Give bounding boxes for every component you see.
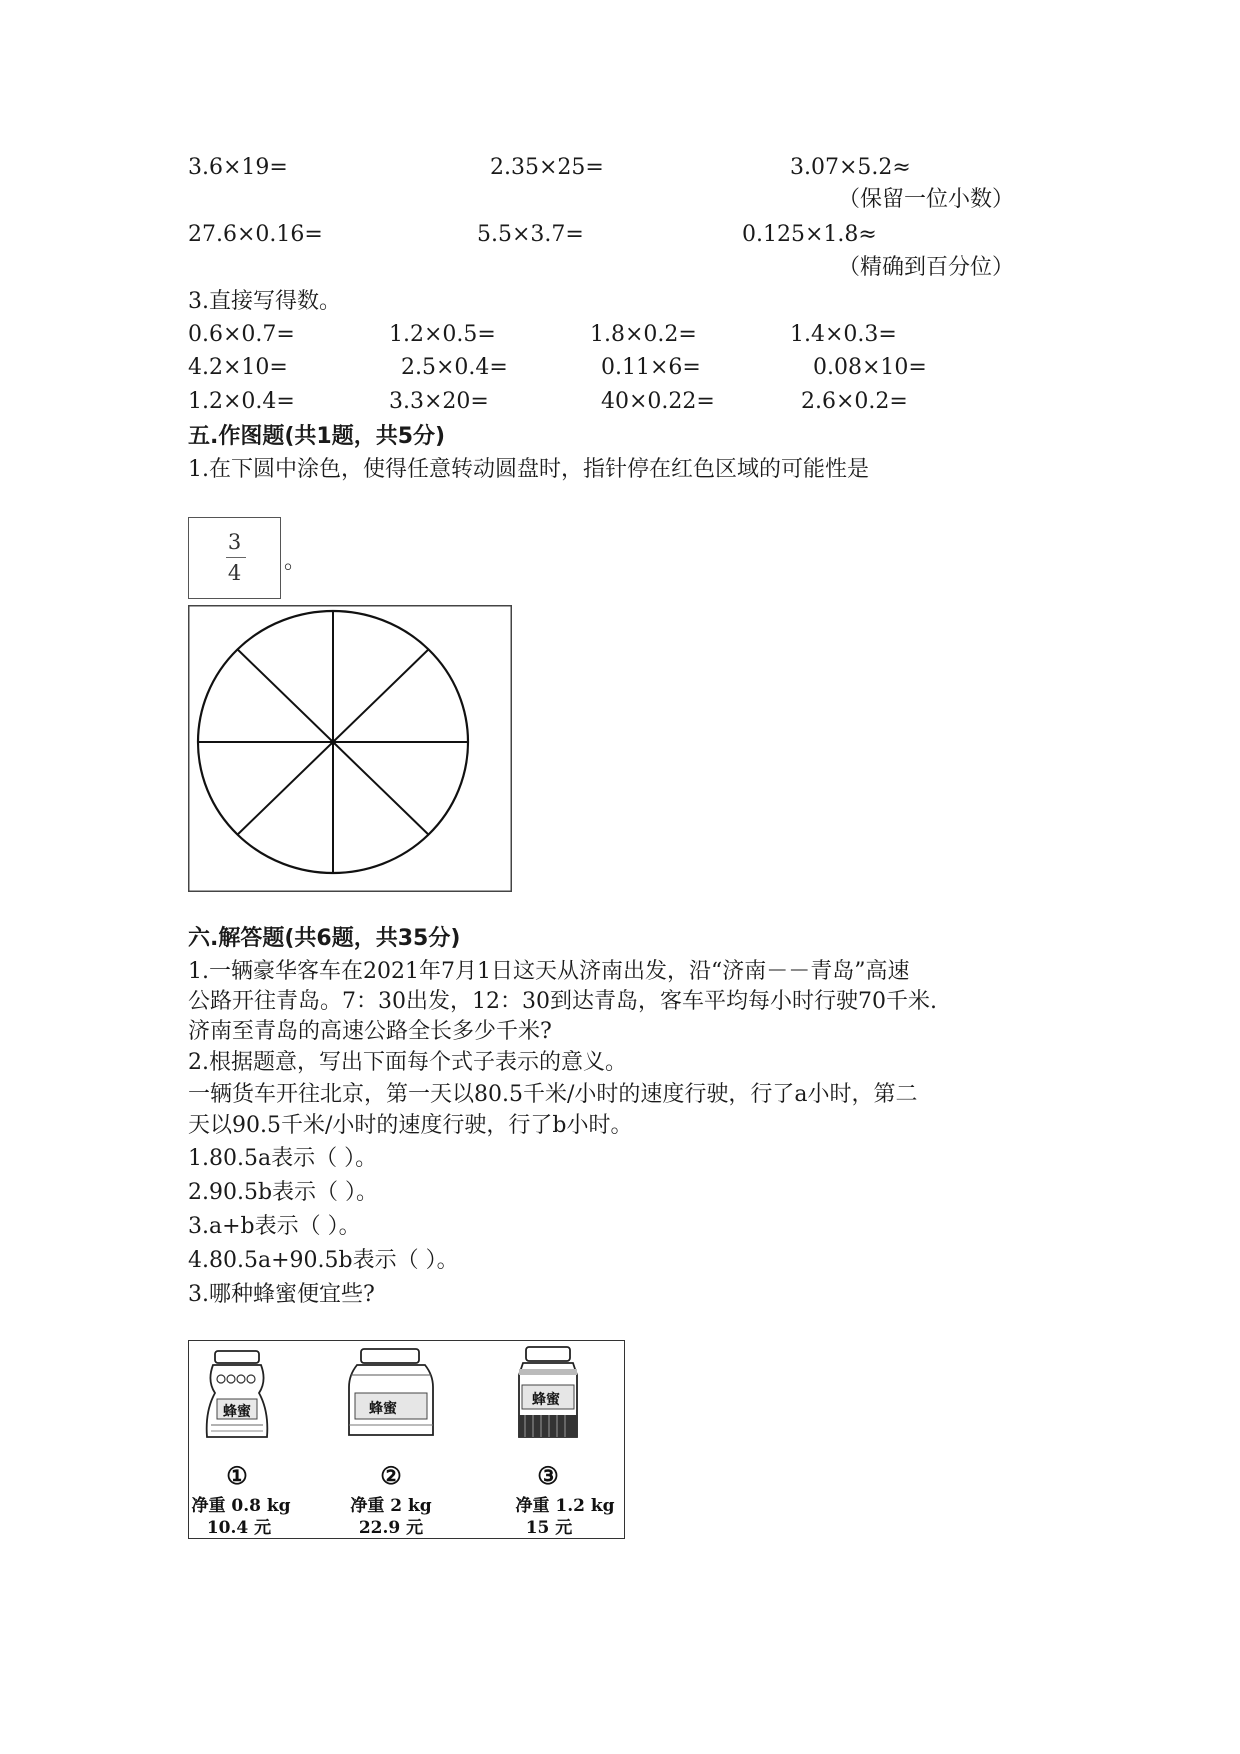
- problem-line: 1.80.5a表示（ ）。: [188, 1146, 378, 1171]
- honey-jar-icon: [349, 1349, 433, 1435]
- option-number: ①: [226, 1461, 248, 1490]
- jar-label: 蜂蜜: [223, 1404, 251, 1420]
- calc-item: 1.4×0.3=: [790, 322, 897, 347]
- fraction-box: [188, 517, 281, 599]
- calc-item: 3.07×5.2≈: [790, 155, 911, 180]
- calc-item: 1.2×0.4=: [188, 389, 295, 414]
- problem-line: 3.哪种蜂蜜便宜些?: [188, 1282, 375, 1307]
- fraction-bar: [226, 557, 246, 558]
- problem-line: 济南至青岛的高速公路全长多少千米?: [188, 1019, 552, 1044]
- calc-item: 1.2×0.5=: [389, 322, 496, 347]
- question-text: 1.在下圆中涂色，使得任意转动圆盘时，指针停在红色区域的可能性是: [188, 457, 869, 482]
- question-title: 3.直接写得数。: [188, 289, 341, 314]
- problem-line: 3.a+b表示（ ）。: [188, 1214, 361, 1239]
- calc-item: 0.08×10=: [813, 355, 927, 380]
- net-weight: 净重 2 kg: [350, 1496, 432, 1516]
- net-weight: 净重 1.2 kg: [515, 1496, 615, 1516]
- fraction-suffix: 。: [284, 549, 307, 574]
- problem-line: 4.80.5a+90.5b表示（ ）。: [188, 1248, 459, 1273]
- calc-item: 27.6×0.16=: [188, 222, 323, 247]
- calc-item: 40×0.22=: [601, 389, 715, 414]
- problem-line: 天以90.5千米/小时的速度行驶，行了b小时。: [188, 1113, 633, 1138]
- calc-item: 2.6×0.2=: [801, 389, 908, 414]
- calc-item: 4.2×10=: [188, 355, 288, 380]
- net-weight: 净重 0.8 kg: [191, 1496, 291, 1516]
- problem-line: 一辆货车开往北京，第一天以80.5千米/小时的速度行驶，行了a小时，第二: [188, 1082, 918, 1107]
- calc-item: 5.5×3.7=: [477, 222, 584, 247]
- option-number: ③: [537, 1461, 559, 1490]
- calc-note: （保留一位小数）: [838, 187, 1015, 212]
- jar-label: 蜂蜜: [369, 1401, 397, 1417]
- calc-item: 2.5×0.4=: [401, 355, 508, 380]
- fraction-numerator: 3: [227, 530, 242, 554]
- calc-item: 3.6×19=: [188, 155, 288, 180]
- price: 22.9 元: [358, 1518, 424, 1538]
- fraction-denominator: 4: [227, 561, 242, 585]
- problem-line: 公路开往青岛。7：30出发，12：30到达青岛，客车平均每小时行驶70千米.: [188, 989, 937, 1014]
- problem-line: 2.根据题意，写出下面每个式子表示的意义。: [188, 1050, 627, 1075]
- calc-item: 3.3×20=: [389, 389, 489, 414]
- problem-line: 2.90.5b表示（ ）。: [188, 1180, 379, 1205]
- calc-note: （精确到百分位）: [838, 255, 1015, 280]
- price: 10.4 元: [206, 1518, 272, 1538]
- calc-item: 0.11×6=: [601, 355, 701, 380]
- honey-figure: [188, 1340, 625, 1539]
- section-heading: 六.解答题(共6题，共35分): [188, 926, 461, 951]
- wheel-center: [330, 739, 336, 745]
- calc-item: 2.35×25=: [490, 155, 604, 180]
- spinner-wheel-figure: [188, 605, 512, 892]
- calc-item: 0.125×1.8≈: [742, 222, 877, 247]
- calc-item: 0.6×0.7=: [188, 322, 295, 347]
- jar-label: 蜂蜜: [532, 1392, 560, 1408]
- calc-item: 1.8×0.2=: [590, 322, 697, 347]
- honey-jar-icon: [207, 1351, 268, 1437]
- section-heading: 五.作图题(共1题，共5分): [188, 424, 446, 449]
- problem-line: 1.一辆豪华客车在2021年7月1日这天从济南出发，沿“济南－－青岛”高速: [188, 959, 910, 984]
- option-number: ②: [380, 1461, 402, 1490]
- price: 15 元: [525, 1518, 573, 1538]
